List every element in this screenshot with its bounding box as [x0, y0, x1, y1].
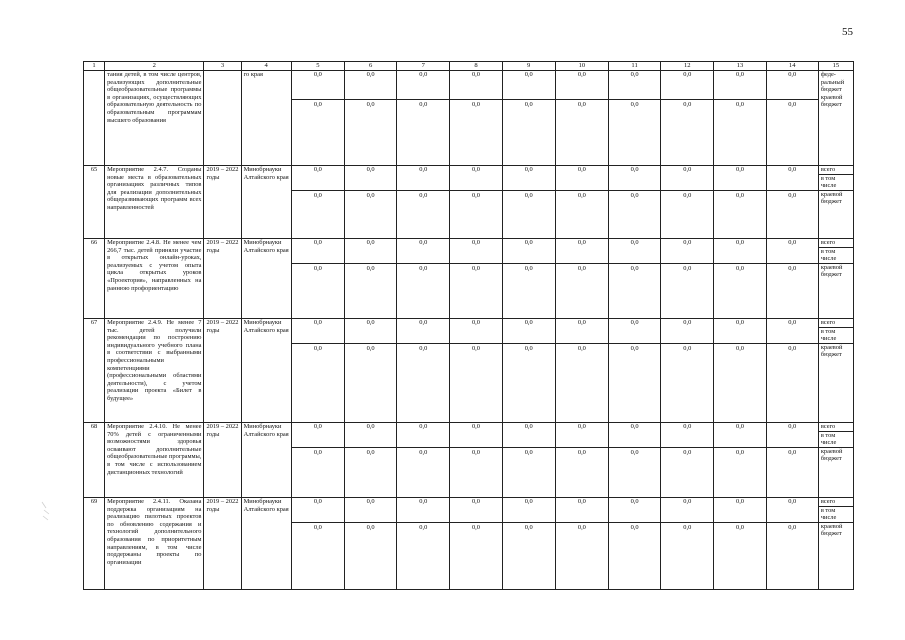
value-total: 0,0 [292, 239, 344, 264]
value-cell [344, 166, 396, 239]
value-regional: 0,0 [524, 524, 533, 531]
value-cell [661, 319, 714, 423]
value-total: 0,0 [503, 319, 555, 344]
value-regional: 0,0 [313, 101, 322, 108]
source-including: в том числе [820, 327, 837, 343]
value-cell [502, 71, 555, 166]
value-total: 0,0 [397, 71, 449, 100]
value-total: 0,0 [767, 423, 818, 448]
value-regional: 0,0 [788, 101, 797, 108]
value-regional: 0,0 [683, 345, 692, 352]
value-total: 0,0 [450, 166, 501, 191]
row-number: 67 [84, 319, 105, 423]
value-regional: 0,0 [471, 101, 480, 108]
value-regional: 0,0 [471, 192, 480, 199]
value-total: 0,0 [714, 239, 765, 264]
value-cell [397, 319, 450, 423]
value-regional: 0,0 [313, 524, 322, 531]
column-header: 9 [502, 62, 555, 71]
funding-source [818, 498, 853, 590]
value-regional: 0,0 [630, 101, 639, 108]
value-regional: 0,0 [788, 345, 797, 352]
period: 2019 – 2022 годы [204, 239, 241, 319]
value-total: 0,0 [503, 239, 555, 264]
column-header: 14 [766, 62, 818, 71]
value-regional: 0,0 [683, 192, 692, 199]
value-cell [766, 239, 818, 319]
value-total: 0,0 [661, 71, 713, 100]
value-total: 0,0 [397, 166, 449, 191]
value-cell [609, 71, 661, 166]
value-cell [661, 71, 714, 166]
value-total: 0,0 [556, 498, 608, 523]
value-cell [344, 423, 396, 498]
value-total: 0,0 [714, 319, 765, 344]
value-total: 0,0 [609, 166, 660, 191]
value-cell [502, 319, 555, 423]
column-header: 2 [105, 62, 204, 71]
value-total: 0,0 [661, 423, 713, 448]
value-regional: 0,0 [366, 265, 375, 272]
value-cell [609, 319, 661, 423]
source-total: всего [818, 166, 853, 175]
value-cell [609, 239, 661, 319]
source-total: всего [818, 498, 853, 507]
value-total: 0,0 [450, 423, 501, 448]
value-regional: 0,0 [366, 192, 375, 199]
value-regional: 0,0 [471, 449, 480, 456]
funding-source [818, 319, 853, 423]
header-row [84, 62, 854, 71]
value-regional: 0,0 [366, 101, 375, 108]
value-cell [450, 498, 502, 590]
value-regional: 0,0 [630, 449, 639, 456]
value-cell [502, 166, 555, 239]
executor: Минобрнауки Алтайского края [241, 239, 291, 319]
value-regional: 0,0 [313, 449, 322, 456]
value-total: 0,0 [345, 319, 396, 344]
value-regional: 0,0 [313, 192, 322, 199]
source-regional: краевой бюджет [818, 263, 853, 279]
executor: Минобрнауки Алтайского края [241, 423, 291, 498]
source-regional: краевой бюджет [820, 93, 843, 109]
value-total: 0,0 [714, 71, 765, 100]
source-federal: феде-ральный бюджет [820, 71, 845, 94]
value-regional: 0,0 [419, 449, 428, 456]
value-total: 0,0 [767, 239, 818, 264]
value-cell [555, 71, 608, 166]
table-row [84, 319, 854, 423]
value-cell [291, 498, 344, 590]
value-regional: 0,0 [524, 345, 533, 352]
executor: Минобрнауки Алтайского края [241, 498, 291, 590]
value-total: 0,0 [609, 498, 660, 523]
value-total: 0,0 [345, 239, 396, 264]
value-cell [291, 71, 344, 166]
activity-name: Мероприятие 2.4.11. Оказана поддержка организациям на реализацию пилотных проектов по обновлению содержания и технологий дополнительного образования по приоритетным направлениям, в том числе поддержаны проекты по организации [105, 498, 204, 590]
value-cell [766, 498, 818, 590]
value-cell [450, 423, 502, 498]
value-cell [291, 239, 344, 319]
value-total: 0,0 [714, 423, 765, 448]
value-cell [397, 498, 450, 590]
value-total: 0,0 [609, 423, 660, 448]
value-total: 0,0 [292, 71, 344, 100]
row-number: 66 [84, 239, 105, 319]
value-regional: 0,0 [524, 265, 533, 272]
value-total: 0,0 [397, 239, 449, 264]
value-regional: 0,0 [471, 524, 480, 531]
value-regional: 0,0 [524, 101, 533, 108]
value-regional: 0,0 [736, 449, 744, 456]
value-regional: 0,0 [366, 524, 375, 531]
value-cell [502, 498, 555, 590]
value-total: 0,0 [345, 166, 396, 191]
source-regional: краевой бюджет [818, 447, 853, 463]
budget-table [83, 61, 854, 590]
value-cell [661, 166, 714, 239]
value-cell [766, 319, 818, 423]
table-row [84, 166, 854, 239]
value-cell [714, 166, 766, 239]
source-regional: краевой бюджет [818, 343, 853, 359]
value-regional: 0,0 [577, 101, 586, 108]
period: 2019 – 2022 годы [204, 498, 241, 590]
source-including: в том числе [820, 506, 837, 522]
value-cell [450, 319, 502, 423]
value-regional: 0,0 [471, 265, 480, 272]
value-total: 0,0 [345, 423, 396, 448]
column-header: 10 [555, 62, 608, 71]
activity-name: Мероприятие 2.4.9. Не менее 7 тыс. детей получили рекомендации по построению индивидуального учебного плана в соответствии с выбранными профессиональными компетенциями (профессиональными областями деятельности), с учетом реализации проекта «Билет в будущее» [105, 319, 204, 423]
source-regional: краевой бюджет [818, 522, 853, 538]
value-cell [766, 71, 818, 166]
source-regional: краевой бюджет [818, 190, 853, 206]
value-regional: 0,0 [788, 192, 797, 199]
executor: го края [241, 71, 291, 166]
value-regional: 0,0 [577, 524, 586, 531]
value-regional: 0,0 [630, 524, 639, 531]
column-header: 12 [661, 62, 714, 71]
value-total: 0,0 [503, 71, 555, 100]
value-regional: 0,0 [577, 192, 586, 199]
value-regional: 0,0 [683, 449, 692, 456]
value-total: 0,0 [661, 239, 713, 264]
value-regional: 0,0 [736, 265, 744, 272]
value-cell [502, 423, 555, 498]
value-regional: 0,0 [419, 101, 428, 108]
value-cell [609, 423, 661, 498]
value-cell [555, 166, 608, 239]
row-number: 68 [84, 423, 105, 498]
value-total: 0,0 [292, 423, 344, 448]
value-total: 0,0 [609, 239, 660, 264]
value-total: 0,0 [450, 239, 501, 264]
source-total: всего [818, 239, 853, 248]
column-header: 5 [291, 62, 344, 71]
value-cell [502, 239, 555, 319]
value-total: 0,0 [609, 319, 660, 344]
value-regional: 0,0 [366, 345, 375, 352]
value-regional: 0,0 [683, 101, 692, 108]
period [204, 71, 241, 166]
value-cell [397, 239, 450, 319]
row-number [84, 71, 105, 166]
period: 2019 – 2022 годы [204, 319, 241, 423]
source-including: в том числе [820, 247, 837, 263]
table-row [84, 498, 854, 590]
table-row [84, 239, 854, 319]
row-number: 65 [84, 166, 105, 239]
value-cell [344, 239, 396, 319]
funding-source [818, 423, 853, 498]
value-cell [291, 319, 344, 423]
page-number: 55 [842, 26, 853, 38]
value-regional: 0,0 [736, 192, 744, 199]
value-regional: 0,0 [683, 265, 692, 272]
value-total: 0,0 [292, 319, 344, 344]
source-including: в том числе [820, 174, 837, 190]
value-total: 0,0 [397, 423, 449, 448]
value-cell [661, 423, 714, 498]
executor: Минобрнауки Алтайского края [241, 319, 291, 423]
activity-name: Мероприятие 2.4.8. Не менее чем 266,7 тыс. детей приняли участие в открытых онлайн-уроках, реализуемых с учетом опыта цикла открытых уроков «Проектория», направленных на раннюю профориентацию [105, 239, 204, 319]
value-cell [344, 319, 396, 423]
value-regional: 0,0 [630, 345, 639, 352]
value-regional: 0,0 [524, 192, 533, 199]
row-number: 69 [84, 498, 105, 590]
value-regional: 0,0 [577, 345, 586, 352]
value-total: 0,0 [556, 319, 608, 344]
value-total: 0,0 [397, 319, 449, 344]
value-cell [714, 498, 766, 590]
value-regional: 0,0 [788, 524, 797, 531]
scan-artifact [40, 500, 54, 522]
value-regional: 0,0 [419, 265, 428, 272]
value-total: 0,0 [767, 319, 818, 344]
value-total: 0,0 [714, 498, 765, 523]
value-cell [397, 166, 450, 239]
value-total: 0,0 [292, 498, 344, 523]
value-total: 0,0 [609, 71, 660, 100]
value-total: 0,0 [661, 498, 713, 523]
value-total: 0,0 [450, 498, 501, 523]
value-cell [344, 498, 396, 590]
value-cell [344, 71, 396, 166]
value-total: 0,0 [767, 71, 818, 100]
value-regional: 0,0 [683, 524, 692, 531]
value-cell [555, 239, 608, 319]
value-total: 0,0 [556, 239, 608, 264]
value-regional: 0,0 [471, 345, 480, 352]
column-header: 15 [818, 62, 853, 71]
value-cell [450, 239, 502, 319]
source-including: в том числе [820, 431, 837, 447]
value-total: 0,0 [556, 71, 608, 100]
value-total: 0,0 [450, 319, 501, 344]
value-cell [450, 166, 502, 239]
value-cell [609, 498, 661, 590]
value-cell [714, 319, 766, 423]
value-regional: 0,0 [313, 265, 322, 272]
value-cell [766, 423, 818, 498]
value-total: 0,0 [714, 166, 765, 191]
column-header: 4 [241, 62, 291, 71]
value-regional: 0,0 [736, 345, 744, 352]
value-total: 0,0 [345, 498, 396, 523]
period: 2019 – 2022 годы [204, 166, 241, 239]
value-regional: 0,0 [419, 345, 428, 352]
column-header: 11 [609, 62, 661, 71]
value-regional: 0,0 [577, 449, 586, 456]
column-header: 8 [450, 62, 502, 71]
value-regional: 0,0 [577, 265, 586, 272]
value-regional: 0,0 [524, 449, 533, 456]
activity-name: Мероприятие 2.4.7. Созданы новые места в образовательных организациях различных типов для реализации дополнительных общеразвивающих программ всех направленностей [105, 166, 204, 239]
value-regional: 0,0 [630, 265, 639, 272]
activity-name: Мероприятие 2.4.10. Не менее 70% детей с ограниченными возможностями здоровья осваивают дополнительные общеобразовательные программы, в том числе с использованием дистанционных технологий [105, 423, 204, 498]
value-cell [397, 71, 450, 166]
value-cell [555, 319, 608, 423]
value-regional: 0,0 [366, 449, 375, 456]
value-cell [397, 423, 450, 498]
value-cell [609, 166, 661, 239]
funding-source [818, 166, 853, 239]
value-total: 0,0 [556, 166, 608, 191]
value-regional: 0,0 [630, 192, 639, 199]
value-regional: 0,0 [313, 345, 322, 352]
value-total: 0,0 [556, 423, 608, 448]
source-total: всего [818, 423, 853, 432]
column-header: 7 [397, 62, 450, 71]
column-header: 3 [204, 62, 241, 71]
value-cell [714, 423, 766, 498]
value-total: 0,0 [767, 166, 818, 191]
value-regional: 0,0 [788, 265, 797, 272]
value-cell [661, 239, 714, 319]
value-total: 0,0 [661, 319, 713, 344]
value-cell [450, 71, 502, 166]
value-regional: 0,0 [419, 192, 428, 199]
value-total: 0,0 [292, 166, 344, 191]
value-total: 0,0 [767, 498, 818, 523]
value-cell [766, 166, 818, 239]
value-cell [291, 166, 344, 239]
value-regional: 0,0 [419, 524, 428, 531]
value-regional: 0,0 [736, 524, 744, 531]
funding-source [818, 239, 853, 319]
source-total: всего [818, 319, 853, 328]
table-row [84, 71, 854, 166]
column-header: 6 [344, 62, 396, 71]
value-total: 0,0 [503, 498, 555, 523]
activity-name: тания детей, в том числе центров, реализующих дополнительные общеобразовательные программы в организациях, осуществляющих образовательную деятельность по образовательным программам высшего образования [105, 71, 204, 166]
value-cell [555, 498, 608, 590]
table-row [84, 423, 854, 498]
value-total: 0,0 [503, 423, 555, 448]
value-cell [555, 423, 608, 498]
value-regional: 0,0 [736, 101, 744, 108]
executor: Минобрнауки Алтайского края [241, 166, 291, 239]
column-header: 1 [84, 62, 105, 71]
period: 2019 – 2022 годы [204, 423, 241, 498]
value-regional: 0,0 [788, 449, 797, 456]
value-cell [714, 239, 766, 319]
value-cell [714, 71, 766, 166]
value-total: 0,0 [450, 71, 501, 100]
value-cell [291, 423, 344, 498]
value-cell [661, 498, 714, 590]
value-total: 0,0 [397, 498, 449, 523]
value-total: 0,0 [661, 166, 713, 191]
column-header: 13 [714, 62, 766, 71]
funding-source [818, 71, 853, 166]
value-total: 0,0 [345, 71, 396, 100]
value-total: 0,0 [503, 166, 555, 191]
